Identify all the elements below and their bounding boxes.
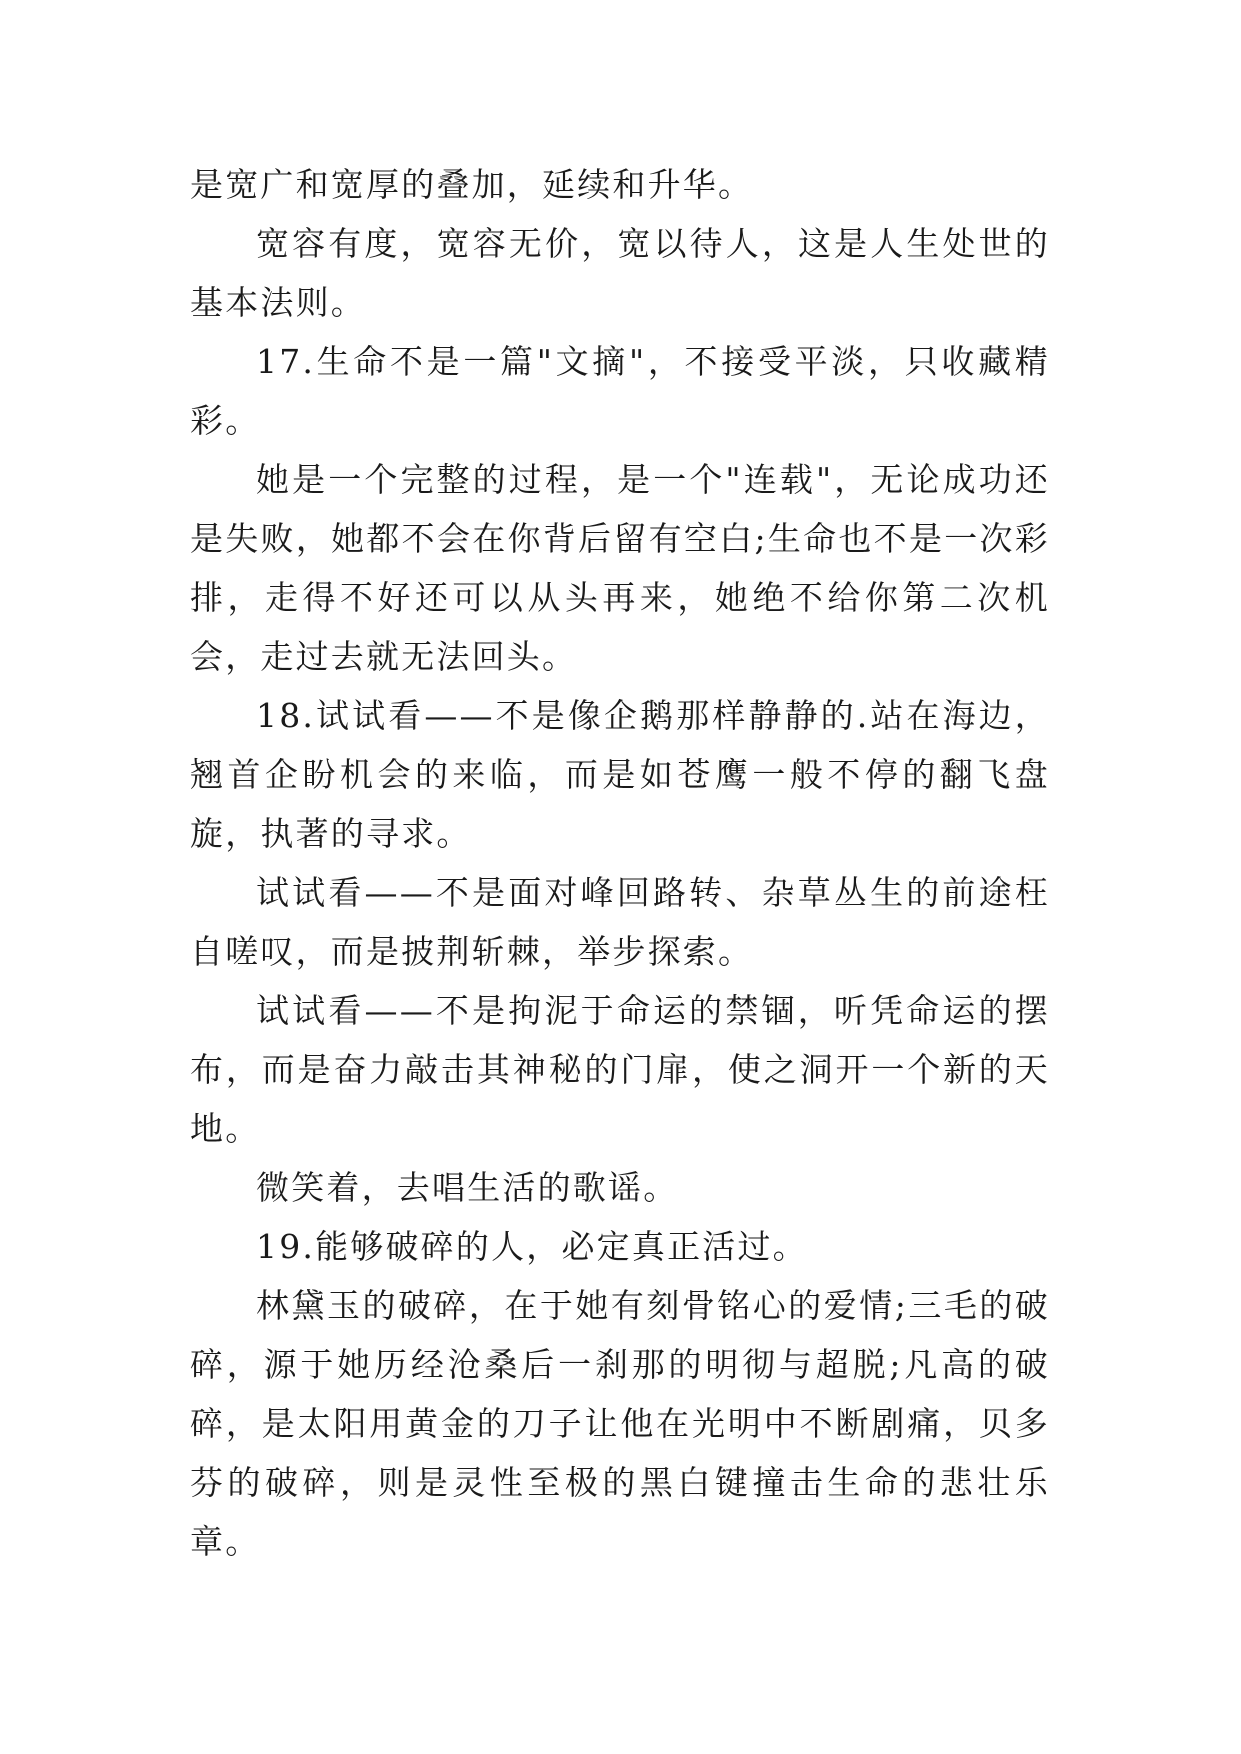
paragraph-tolerance: 宽容有度，宽容无价，宽以待人，这是人生处世的基本法则。 xyxy=(190,224,1050,322)
paragraph-continuation: 是宽广和宽厚的叠加，延续和升华。 xyxy=(190,165,754,204)
document-page xyxy=(190,155,1050,1571)
paragraph-smile: 微笑着，去唱生活的歌谣。 xyxy=(256,1168,679,1207)
paragraph-life-serial: 她是一个完整的过程，是一个"连载"，无论成功还是失败，她都不会在你背后留有空白;生命也不是一次彩排，走得不好还可以从头再来，她绝不给你第二次机会，走过去就无法回头。 xyxy=(190,460,1050,676)
heading-18: 18.试试看——不是像企鹅那样静静的.站在海边，翘首企盼机会的来临，而是如苍鹰一般不停的翻飞盘旋，执著的寻求。 xyxy=(190,696,1050,853)
heading-19: 19.能够破碎的人，必定真正活过。 xyxy=(256,1227,808,1266)
paragraph-try-3: 试试看——不是拘泥于命运的禁锢，听凭命运的摆布，而是奋力敲击其神秘的门扉，使之洞开一个新的天地。 xyxy=(190,991,1050,1148)
heading-17: 17.生命不是一篇"文摘"，不接受平淡，只收藏精彩。 xyxy=(190,342,1050,440)
paragraph-broken: 林黛玉的破碎，在于她有刻骨铭心的爱情;三毛的破碎，源于她历经沧桑后一刹那的明彻与超脱;凡高的破碎，是太阳用黄金的刀子让他在光明中不断剧痛，贝多芬的破碎，则是灵性至极的黑白键撞击生命的悲壮乐章。 xyxy=(190,1286,1050,1561)
paragraph-try-2: 试试看——不是面对峰回路转、杂草丛生的前途枉自嗟叹，而是披荆斩棘，举步探索。 xyxy=(190,873,1050,971)
